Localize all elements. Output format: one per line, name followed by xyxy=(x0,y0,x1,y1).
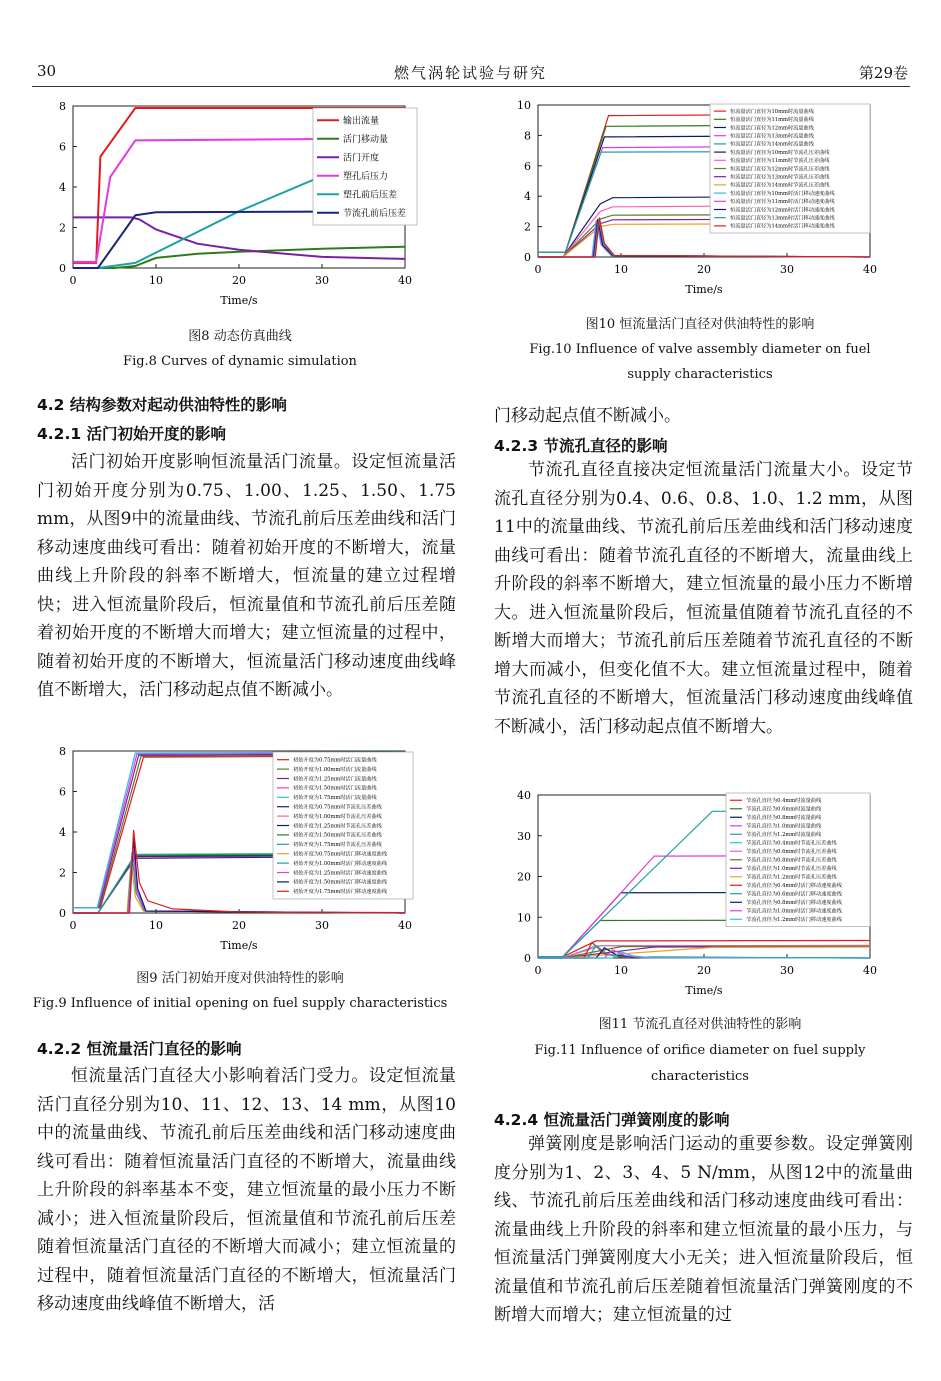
legend-entry: 节流孔直径为1.2mm时流量曲线 xyxy=(746,832,822,839)
legend-entry: 恒流量活门直径为13mm时流量曲线 xyxy=(730,133,814,140)
legend-entry: 恒流量活门直径为14mm时节流孔压差曲线 xyxy=(730,182,830,189)
legend-entry: 初始开度为1.00mm时节流孔压差曲线 xyxy=(293,813,382,820)
fig8-caption-cn: 图8 动态仿真曲线 xyxy=(188,329,292,344)
legend-entry: 节流孔直径为0.6mm时流量曲线 xyxy=(746,806,822,813)
legend-entry: 初始开度为1.50mm时节流孔压差曲线 xyxy=(293,832,382,839)
x-tick-label: 40 xyxy=(398,919,412,932)
legend-entry: 初始开度为1.50mm时活门移动速度曲线 xyxy=(293,879,388,886)
y-tick-label: 10 xyxy=(517,99,531,112)
legend-entry: 节流孔直径为1.2mm时活门移动速度曲线 xyxy=(746,917,842,924)
section-4-2-2-body xyxy=(37,1062,456,1319)
legend-entry: 塑孔前后压差 xyxy=(343,190,398,201)
legend-entry: 恒流量活门直径为11mm时节流孔压差曲线 xyxy=(730,158,830,165)
fig11-caption-en-1: Fig.11 Influence of orifice diameter on fuel supply xyxy=(534,1043,866,1058)
fig9-caption-cn: 图9 活门初始开度对供油特性的影响 xyxy=(136,971,344,986)
x-tick-label: 0 xyxy=(534,263,542,276)
section-4-2-1-body xyxy=(37,448,456,705)
x-axis-label: Time/s xyxy=(220,294,258,307)
fig11-caption-cn: 图11 节流孔直径对供油特性的影响 xyxy=(598,1017,802,1032)
x-tick-label: 30 xyxy=(780,964,794,977)
paragraph-4-2-3: 节流孔直径直接决定恒流量活门流量大小。设定节流孔直径分别为0.4、0.6、0.8、1.0、1.2 mm，从图11中的流量曲线、节流孔前后压差曲线和活门移动速度曲线可看出：随着节流孔直径的不断增大，流量曲线上升阶段的斜率不断增大，建立恒流量的最小压力不断增大。进入恒流量阶段后，恒流量值随着节流孔直径的不断增大而增大；节流孔前后压差随着节流孔直径的不断增大而减小，但变化值不大。建立恒流量过程中，随着节流孔直径的不断增大，恒流量活门移动速度曲线峰值不断减小，活门移动起点值不断增大。 xyxy=(494,460,913,737)
y-tick-label: 6 xyxy=(59,785,66,799)
y-tick-label: 10 xyxy=(517,911,531,925)
legend-entry: 活门开度 xyxy=(343,153,380,164)
legend-entry: 初始开度为1.75mm时活门移动速度曲线 xyxy=(293,889,388,896)
x-tick-label: 30 xyxy=(315,274,329,287)
legend-entry: 初始开度为1.25mm时活门流量曲线 xyxy=(293,776,377,783)
x-axis-label: Time/s xyxy=(685,283,723,296)
fig9-caption-en: Fig.9 Influence of initial opening on fuel supply characteristics xyxy=(32,996,448,1011)
legend-entry: 初始开度为1.50mm时活门流量曲线 xyxy=(293,785,377,792)
header-rule xyxy=(32,86,910,87)
x-tick-label: 20 xyxy=(697,263,711,276)
x-tick-label: 30 xyxy=(315,919,329,932)
legend-entry: 初始开度为1.75mm时节流孔压差曲线 xyxy=(293,842,382,849)
y-tick-label: 6 xyxy=(524,159,531,173)
legend-entry: 节流孔直径为0.6mm时节流孔压差曲线 xyxy=(746,849,837,856)
y-tick-label: 0 xyxy=(524,251,531,264)
fig8-caption-en: Fig.8 Curves of dynamic simulation xyxy=(123,354,357,369)
page-number: 30 xyxy=(37,62,57,80)
x-tick-label: 10 xyxy=(149,919,163,932)
legend-entry: 初始开度为0.75mm时节流孔压差曲线 xyxy=(293,804,382,811)
x-tick-label: 40 xyxy=(398,274,412,287)
legend-entry: 初始开度为1.25mm时节流孔压差曲线 xyxy=(293,823,382,830)
legend-entry: 初始开度为1.00mm时活门移动速度曲线 xyxy=(293,860,388,867)
x-axis-label: Time/s xyxy=(685,984,723,997)
fig10-caption-en-1: Fig.10 Influence of valve assembly diameter on fuel xyxy=(529,342,871,357)
x-tick-label: 40 xyxy=(863,263,877,276)
fig11-caption-en-2: characteristics xyxy=(651,1069,749,1084)
legend-entry: 初始开度为1.00mm时活门流量曲线 xyxy=(293,766,377,773)
legend-entry: 节流孔直径为0.4mm时活门移动速度曲线 xyxy=(746,883,842,890)
fig10-caption-cn: 图10 恒流量活门直径对供油特性的影响 xyxy=(585,317,815,332)
section-4-2-3-heading: 4.2.3 节流孔直径的影响 xyxy=(494,437,668,455)
legend-entry: 初始开度为0.75mm时活门流量曲线 xyxy=(293,757,377,764)
legend-entry: 恒流量活门直径为14mm时流量曲线 xyxy=(730,141,814,148)
section-4-2-4-body xyxy=(494,1130,913,1330)
y-tick-label: 2 xyxy=(524,220,531,234)
legend-entry: 输出流量 xyxy=(343,116,380,127)
y-tick-label: 30 xyxy=(517,829,531,843)
legend-entry: 恒流量活门直径为14mm时活门移动速度曲线 xyxy=(730,223,835,230)
journal-title: 燃气涡轮试验与研究 xyxy=(393,64,547,82)
legend-entry: 恒流量活门直径为13mm时节流孔压差曲线 xyxy=(730,174,830,181)
legend-entry: 活门移动量 xyxy=(343,134,389,145)
x-tick-label: 20 xyxy=(232,274,246,287)
x-tick-label: 10 xyxy=(149,274,163,287)
x-tick-label: 30 xyxy=(780,263,794,276)
section-4-2-4-heading: 4.2.4 恒流量活门弹簧刚度的影响 xyxy=(494,1111,730,1129)
y-tick-label: 6 xyxy=(59,140,66,154)
y-tick-label: 2 xyxy=(59,221,66,235)
legend-entry: 恒流量活门直径为11mm时流量曲线 xyxy=(730,117,814,124)
legend-entry: 节流孔直径为0.4mm时流量曲线 xyxy=(746,798,822,805)
paragraph-4-2-2: 恒流量活门直径大小影响着活门受力。设定恒流量活门直径分别为10、11、12、13、14 mm，从图10中的流量曲线、节流孔前后压差曲线和活门移动速度曲线可看出：随着恒流量活门直径的不断增大，流量曲线上升阶段的斜率基本不变，建立恒流量的最小压力不断减小；进入恒流量阶段后，恒流量值和节流孔前后压差随着恒流量活门直径的不断增大而减小；建立恒流量的过程中，随着恒流量活门直径的不断增大，恒流量活门移动速度曲线峰值不断增大，活 xyxy=(37,1066,456,1314)
y-tick-label: 40 xyxy=(517,789,531,802)
legend-entry: 节流孔直径为1.0mm时流量曲线 xyxy=(746,823,822,830)
x-tick-label: 0 xyxy=(69,274,77,287)
y-tick-label: 8 xyxy=(59,745,66,758)
legend-entry: 恒流量活门直径为10mm时活门移动速度曲线 xyxy=(730,190,835,197)
legend-entry: 恒流量活门直径为12mm时活门移动速度曲线 xyxy=(730,207,835,214)
y-tick-label: 4 xyxy=(524,190,531,204)
legend-entry: 节流孔前后压差 xyxy=(343,208,407,219)
legend-entry: 恒流量活门直径为12mm时节流孔压差曲线 xyxy=(730,166,830,173)
legend-entry: 初始开度为0.75mm时活门移动速度曲线 xyxy=(293,851,388,858)
y-tick-label: 0 xyxy=(59,262,66,275)
y-tick-label: 20 xyxy=(517,870,531,884)
legend-entry: 初始开度为1.75mm时活门流量曲线 xyxy=(293,795,377,802)
x-tick-label: 40 xyxy=(863,964,877,977)
legend-entry: 节流孔直径为0.8mm时节流孔压差曲线 xyxy=(746,857,837,864)
x-tick-label: 20 xyxy=(232,919,246,932)
section-4-2-heading: 4.2 结构参数对起动供油特性的影响 xyxy=(37,396,287,414)
section-4-2-2-heading: 4.2.2 恒流量活门直径的影响 xyxy=(37,1040,242,1058)
legend-entry: 节流孔直径为0.4mm时节流孔压差曲线 xyxy=(746,840,837,847)
y-tick-label: 8 xyxy=(59,100,66,113)
legend-entry: 初始开度为1.25mm时活门移动速度曲线 xyxy=(293,870,388,877)
x-tick-label: 20 xyxy=(697,964,711,977)
legend-entry: 节流孔直径为0.8mm时活门移动速度曲线 xyxy=(746,900,842,907)
legend-entry: 塑孔后压力 xyxy=(343,171,389,182)
fig10-chart xyxy=(500,96,905,306)
x-tick-label: 0 xyxy=(534,964,542,977)
y-tick-label: 0 xyxy=(524,952,531,965)
x-tick-label: 10 xyxy=(614,964,628,977)
legend-entry: 恒流量活门直径为10mm时流量曲线 xyxy=(730,108,814,115)
y-tick-label: 4 xyxy=(59,181,66,194)
x-tick-label: 0 xyxy=(69,919,77,932)
y-tick-label: 4 xyxy=(59,826,66,839)
section-4-2-1-heading: 4.2.1 活门初始开度的影响 xyxy=(37,425,227,443)
legend-entry: 节流孔直径为1.0mm时节流孔压差曲线 xyxy=(746,866,837,873)
paragraph-4-2-1: 活门初始开度影响恒流量活门流量。设定恒流量活门初始开度分别为0.75、1.00、1.25、1.50、1.75 mm，从图9中的流量曲线、节流孔前后压差曲线和活门移动速度曲线可看出：随着初始开度的不断增大，流量曲线上升阶段的斜率不断增大，恒流量的建立过程增快；进入恒流量阶段后，恒流量值和节流孔前后压差随着初始开度的不断增大而增大；建立恒流量的过程中，随着初始开度的不断增大，恒流量活门移动速度曲线峰值不断增大，活门移动起点值不断减小。 xyxy=(37,452,456,700)
legend-entry: 节流孔直径为0.8mm时流量曲线 xyxy=(746,815,822,822)
legend-entry: 恒流量活门直径为13mm时活门移动速度曲线 xyxy=(730,215,835,222)
legend-entry: 恒流量活门直径为10mm时节流孔压差曲线 xyxy=(730,149,830,156)
legend-entry: 恒流量活门直径为11mm时活门移动速度曲线 xyxy=(730,199,835,206)
legend-entry: 恒流量活门直径为12mm时流量曲线 xyxy=(730,125,814,132)
y-tick-label: 2 xyxy=(59,866,66,880)
section-4-2-3-body xyxy=(494,456,913,741)
x-axis-label: Time/s xyxy=(220,939,258,952)
x-tick-label: 10 xyxy=(614,263,628,276)
paragraph-4-2-4: 弹簧刚度是影响活门运动的重要参数。设定弹簧刚度分别为1、2、3、4、5 N/mm，从图12中的流量曲线、节流孔前后压差曲线和活门移动速度曲线可看出：流量曲线上升阶段的斜率和建立恒流量的最小压力，与恒流量活门弹簧刚度大小无关；进入恒流量阶段后，恒流量值和节流孔前后压差随着恒流量活门弹簧刚度的不断增大而增大；建立恒流量的过 xyxy=(494,1134,913,1325)
fig8-chart xyxy=(35,96,445,318)
fig10-caption-en-2: supply characteristics xyxy=(627,367,773,382)
fig11-chart xyxy=(500,783,905,1005)
volume-label: 第29卷 xyxy=(858,64,908,82)
paragraph-4-2-2-continued: 门移动起点值不断减小。 xyxy=(494,406,681,426)
fig9-chart xyxy=(35,740,445,962)
legend-entry: 节流孔直径为0.6mm时活门移动速度曲线 xyxy=(746,891,842,898)
legend-entry: 节流孔直径为1.2mm时节流孔压差曲线 xyxy=(746,874,837,881)
y-tick-label: 0 xyxy=(59,907,66,920)
y-tick-label: 8 xyxy=(524,129,531,143)
legend-entry: 节流孔直径为1.0mm时活门移动速度曲线 xyxy=(746,908,842,915)
